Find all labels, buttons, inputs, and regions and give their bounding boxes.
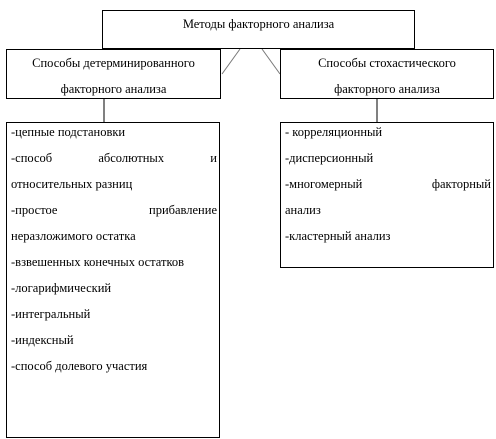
deterministic-heading-line1: Способы детерминированного — [32, 56, 195, 70]
deterministic-heading-line2: факторного анализа — [60, 82, 167, 96]
list-item: -способ долевого участия — [11, 359, 148, 373]
root-title: Методы факторного анализа — [182, 17, 335, 31]
list-item: -простое прибавление — [11, 203, 217, 217]
list-item: относительных разниц — [11, 177, 133, 191]
deterministic-heading-box — [6, 49, 221, 99]
list-item: -логарифмический — [11, 281, 112, 295]
list-item: -индексный — [11, 333, 74, 347]
list-item: - корреляционный — [285, 125, 383, 139]
list-item: -способ абсолютных и — [11, 151, 217, 165]
list-item: -дисперсионный — [285, 151, 374, 165]
stochastic-methods-list — [280, 122, 494, 268]
connector-root-to-right — [262, 49, 280, 74]
list-item: -кластерный анализ — [285, 229, 391, 243]
stochastic-heading-line2: факторного анализа — [334, 82, 440, 96]
list-item: неразложимого остатка — [11, 229, 136, 243]
deterministic-methods-list — [6, 122, 220, 438]
connector-root-to-left — [222, 49, 240, 74]
list-item: -цепные подстановки — [11, 125, 126, 139]
list-item: -интегральный — [11, 307, 91, 321]
list-item: -многомерный факторный — [285, 177, 491, 191]
list-item: -взвешенных конечных остатков — [11, 255, 185, 269]
stochastic-heading-line1: Способы стохастического — [318, 56, 456, 70]
root-method-box — [102, 10, 415, 49]
stochastic-heading-box — [280, 49, 494, 99]
list-item: анализ — [285, 203, 321, 217]
